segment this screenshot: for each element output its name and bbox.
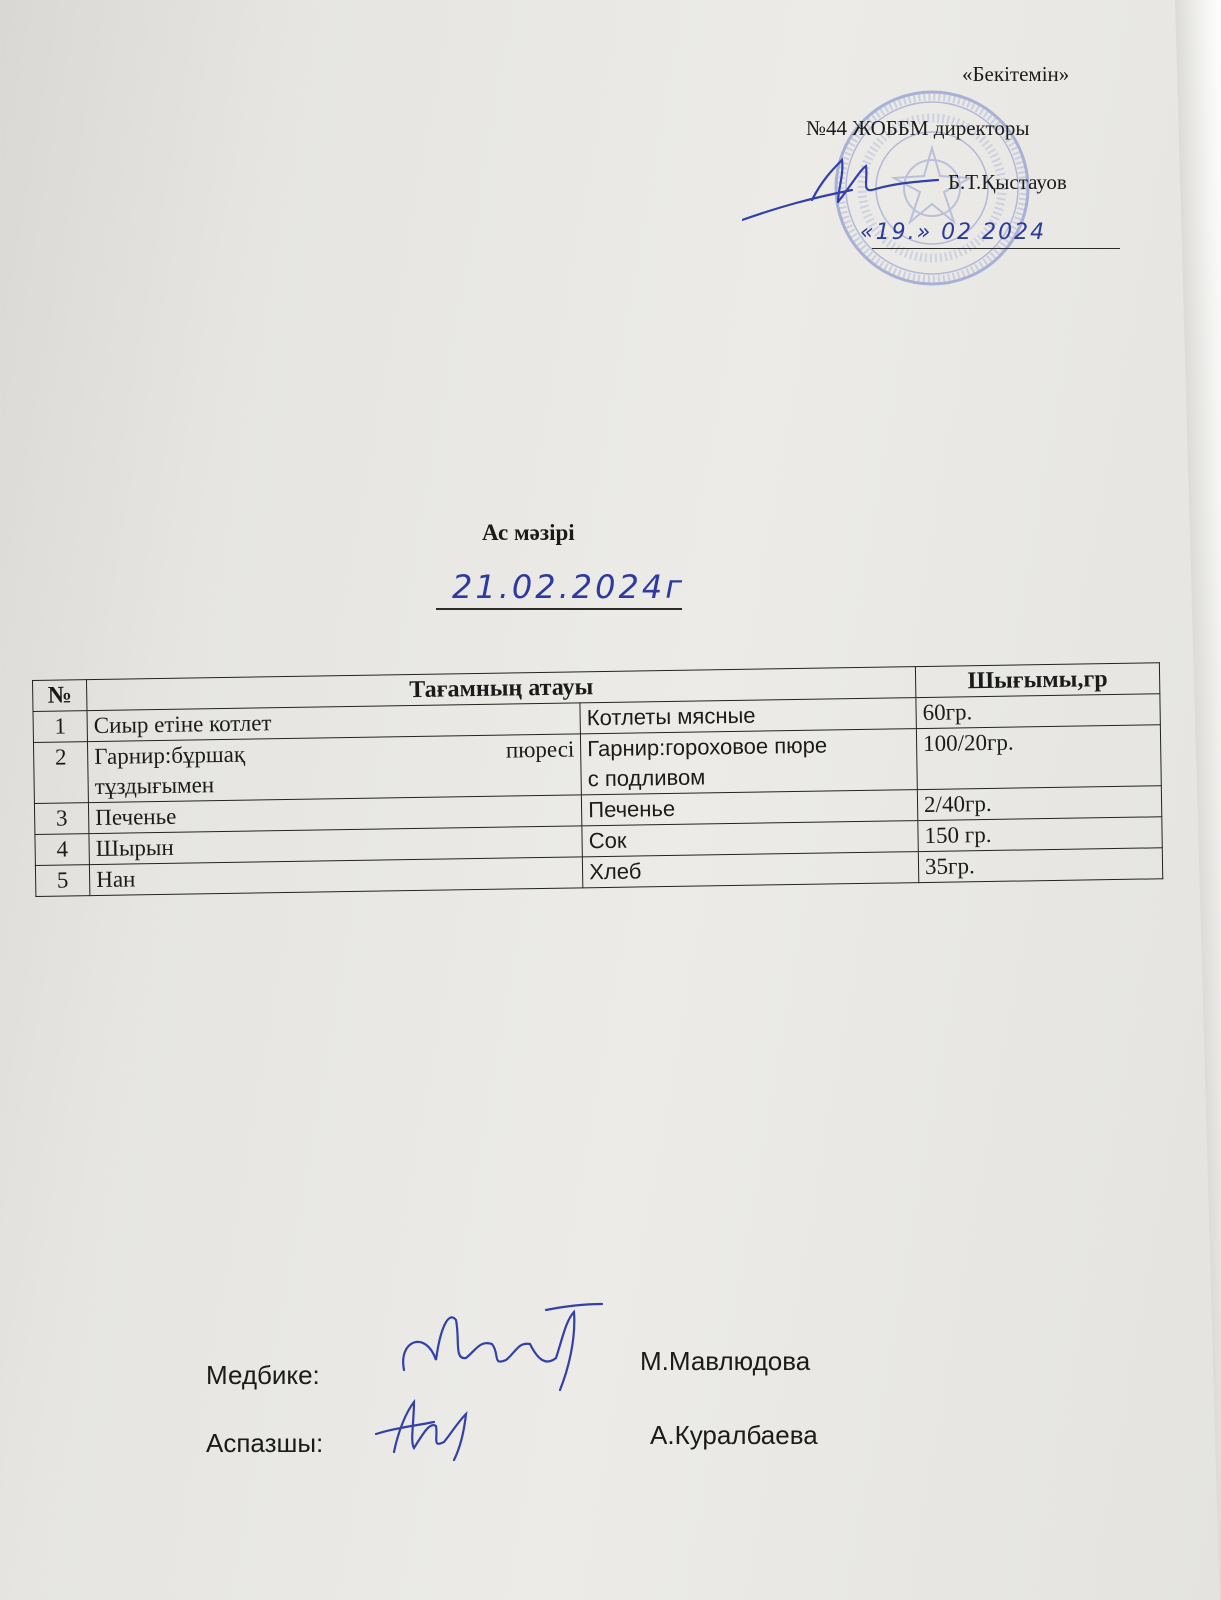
row-number: 5 (35, 865, 90, 897)
dish-name-ru: Хлеб (583, 852, 919, 888)
row-number: 1 (33, 711, 88, 743)
dish-output: 2/40гр. (917, 786, 1161, 821)
row-number: 4 (35, 834, 90, 866)
nurse-name: М.Мавлюдова (640, 1346, 811, 1376)
menu-date-underline (436, 608, 682, 610)
dish-output: 100/20гр. (916, 725, 1161, 790)
director-signature (742, 140, 942, 230)
approval-date-line (872, 248, 1120, 249)
dish-name-kz-part2: пюресі (505, 736, 575, 763)
dish-name-kz (88, 734, 582, 803)
dish-name-kz-line2: тұздығымен (94, 772, 215, 800)
header-output: Шығымы,гр (915, 663, 1159, 698)
row-number: 2 (33, 742, 88, 804)
header-dish-name: Тағамның атауы (87, 667, 916, 711)
dish-name-ru-line1: Гарнир:гороховое пюре (587, 732, 828, 762)
dish-name-kz: Нан (90, 857, 583, 896)
row-number: 3 (34, 803, 89, 835)
approval-title: «Бекітемін» (962, 62, 1070, 86)
cook-signature (374, 1392, 474, 1462)
dish-name-ru: Печенье (582, 790, 918, 826)
dish-name-kz-part1: Гарнир:бұршақ (94, 741, 246, 770)
dish-output: 35гр. (918, 848, 1162, 883)
dish-name-kz: Шырын (89, 826, 582, 865)
dish-name-ru-line2: с подливом (587, 764, 706, 792)
cook-name: А.Куралбаева (650, 1420, 818, 1450)
director-position: №44 ЖОББМ директоры (806, 116, 1030, 140)
approval-date: «19.» 02 2024 (860, 220, 1047, 245)
cook-label: Аспазшы: (206, 1428, 324, 1458)
dish-output: 150 гр. (918, 817, 1162, 852)
dish-output: 60гр. (916, 694, 1160, 729)
director-name: Б.Т.Қыстауов (948, 170, 1067, 194)
menu-date: 21.02.2024г (452, 568, 686, 606)
header-number: № (33, 680, 88, 712)
paper-edge (1175, 0, 1221, 1600)
menu-title: Ас мәзірі (482, 520, 575, 545)
dish-name-kz: Печенье (89, 795, 582, 834)
dish-name-ru (581, 729, 918, 795)
dish-name-ru: Котлеты мясные (580, 698, 916, 734)
nurse-signature (396, 1300, 606, 1400)
nurse-label: Медбике: (206, 1360, 320, 1390)
menu-table (32, 662, 1163, 897)
dish-name-ru: Сок (582, 821, 918, 857)
dish-name-kz: Сиыр етіне котлет (87, 703, 580, 742)
